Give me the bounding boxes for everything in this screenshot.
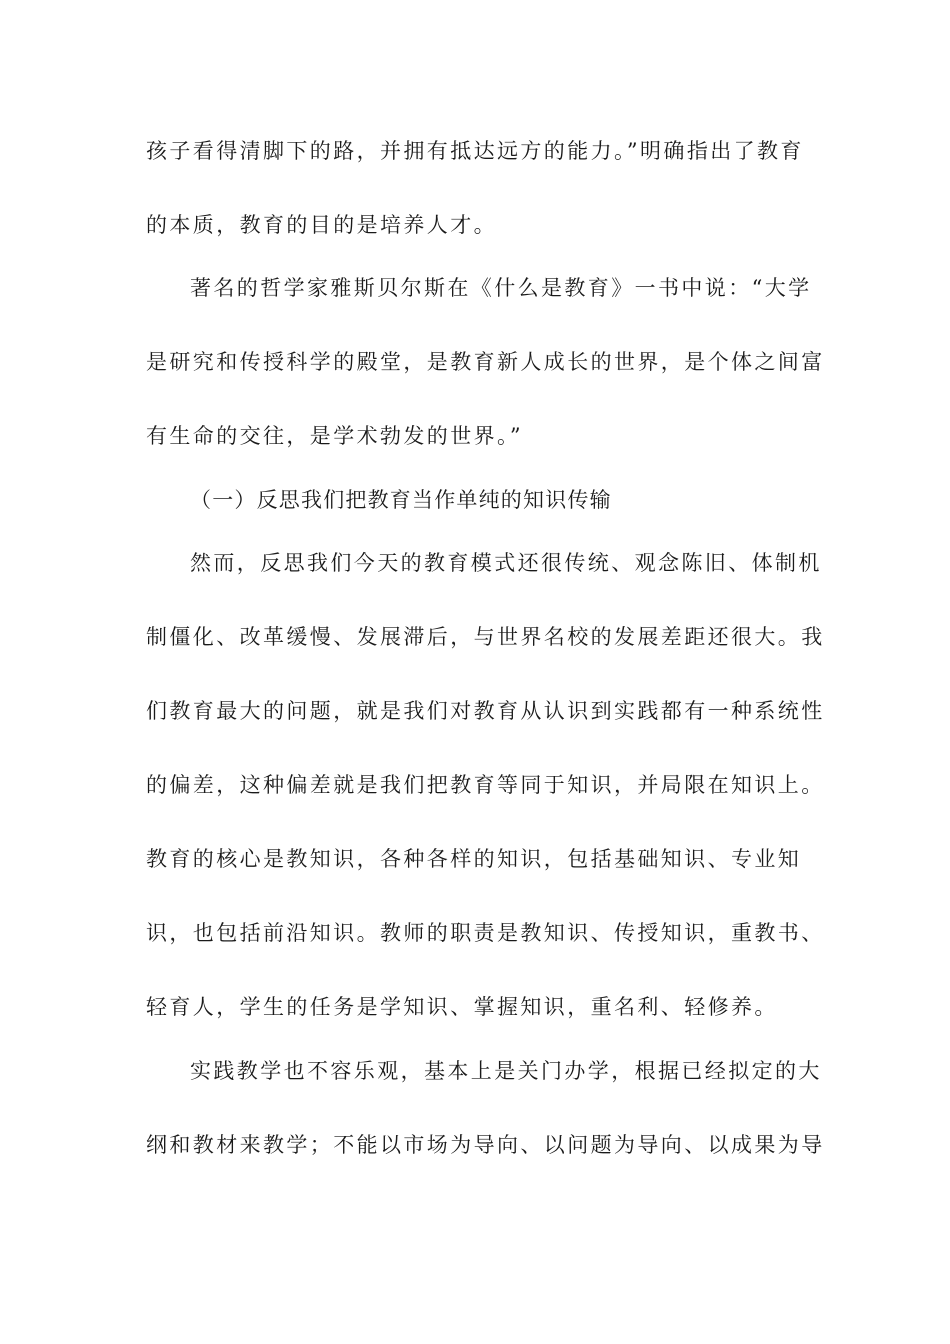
text-line: 纲和教材来教学；不能以市场为导向、以问题为导向、以成果为导 xyxy=(146,1133,825,1157)
text-line: 的偏差，这种偏差就是我们把教育等同于知识，并局限在知识上。 xyxy=(146,773,825,797)
text-line: 是研究和传授科学的殿堂，是教育新人成长的世界，是个体之间富 xyxy=(146,350,825,374)
text-line: 识，也包括前沿知识。教师的职责是教知识、传授知识，重教书、 xyxy=(146,921,825,945)
section-heading: （一）反思我们把教育当作单纯的知识传输 xyxy=(190,488,612,512)
text-line: 教育的核心是教知识，各种各样的知识，包括基础知识、专业知 xyxy=(146,847,802,871)
text-line: 制僵化、改革缓慢、发展滞后，与世界名校的发展差距还很大。我 xyxy=(146,625,825,649)
paragraph-start-line: 实践教学也不容乐观，基本上是关门办学，根据已经拟定的大 xyxy=(190,1059,822,1083)
text-line: 孩子看得清脚下的路，并拥有抵达远方的能力。”明确指出了教育 xyxy=(146,139,804,163)
paragraph-start-line: 著名的哲学家雅斯贝尔斯在《什么是教育》一书中说：“大学 xyxy=(190,276,812,300)
text-line: 轻育人，学生的任务是学知识、掌握知识，重名利、轻修养。 xyxy=(146,995,778,1019)
text-line: 的本质，教育的目的是培养人才。 xyxy=(146,213,497,237)
paragraph-start-line: 然而，反思我们今天的教育模式还很传统、观念陈旧、体制机 xyxy=(190,551,822,575)
text-line: 们教育最大的问题，就是我们对教育从认识到实践都有一种系统性 xyxy=(146,699,825,723)
text-line: 有生命的交往，是学术勃发的世界。” xyxy=(146,424,524,448)
